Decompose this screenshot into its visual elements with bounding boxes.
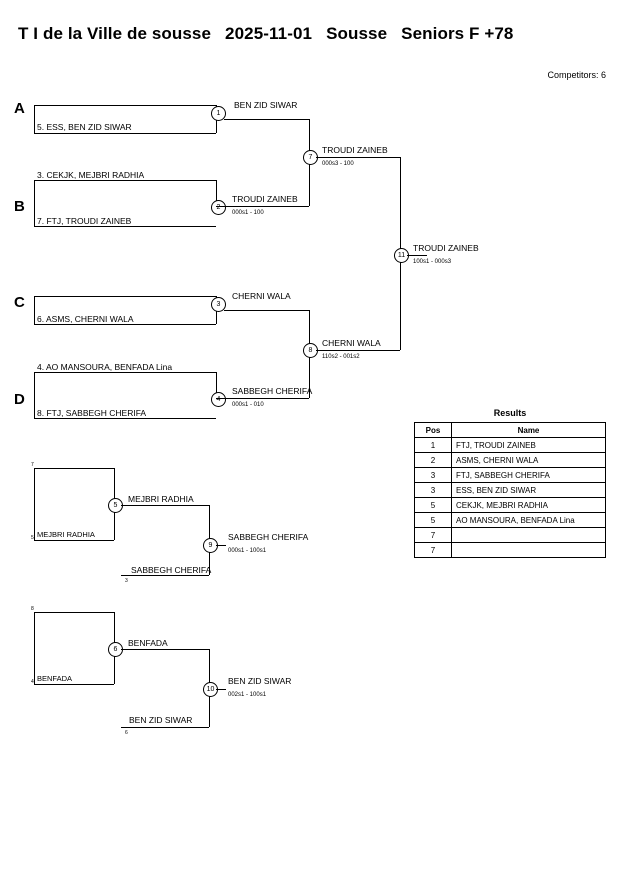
- line-r6-bottom: [34, 684, 114, 685]
- line-m9-out: [216, 545, 226, 546]
- match-node-1: 1: [211, 106, 226, 121]
- table-row: [415, 483, 606, 498]
- entry-d1: 4. AO MANSOURA, BENFADA Lina: [37, 362, 173, 372]
- table-row: [415, 468, 606, 483]
- line-r5-left: [34, 468, 35, 540]
- result-pos: 7: [415, 528, 452, 543]
- line-m4-out: [216, 398, 309, 399]
- result-name: FTJ, SABBEGH CHERIFA: [452, 468, 606, 483]
- match-node-5: 5: [108, 498, 123, 513]
- match-8-score: 110s2 - 001s2: [322, 354, 360, 360]
- line-d-left: [34, 372, 35, 418]
- results-col-pos: Pos: [415, 423, 452, 438]
- repechage-entry-6: BENFADA: [37, 674, 73, 683]
- result-pos: 5: [415, 498, 452, 513]
- line-m8-out: [316, 350, 400, 351]
- result-pos: 3: [415, 468, 452, 483]
- line-m10-out: [216, 689, 226, 690]
- line-m7-out: [316, 157, 400, 158]
- match-10-winner: BEN ZID SIWAR: [228, 676, 292, 686]
- result-pos: 7: [415, 543, 452, 558]
- competitors-count: Competitors: 6: [547, 70, 606, 80]
- match-8-winner: CHERNI WALA: [322, 338, 381, 348]
- table-row: [415, 543, 606, 558]
- group-label-a: A: [14, 100, 25, 117]
- result-pos: 2: [415, 453, 452, 468]
- line-m2-out: [224, 206, 309, 207]
- match-2-score: 000s1 - 100: [232, 210, 264, 216]
- result-name: AO MANSOURA, BENFADA Lina: [452, 513, 606, 528]
- repechage-entry-10: BEN ZID SIWAR: [129, 715, 193, 725]
- page-title: [18, 24, 527, 44]
- match-node-11: 11: [394, 248, 409, 263]
- tournament-date: 2025-11-01: [225, 24, 313, 43]
- match-node-8: 8: [303, 343, 318, 358]
- result-pos: 3: [415, 483, 452, 498]
- match-7-score: 000s3 - 100: [322, 161, 354, 167]
- table-row: [415, 498, 606, 513]
- table-row: [415, 513, 606, 528]
- line-d-top: [34, 372, 216, 373]
- line-m1-out: [224, 119, 309, 120]
- match-node-6: 6: [108, 642, 123, 657]
- line-m6-out: [121, 649, 209, 650]
- repechage-entry-5: MEJBRI RADHIA: [37, 530, 95, 539]
- line-b-top: [34, 180, 216, 181]
- match-3-winner: CHERNI WALA: [232, 291, 291, 301]
- line-r5-bottom: [34, 540, 114, 541]
- table-row: [415, 438, 606, 453]
- result-name: ASMS, CHERNI WALA: [452, 453, 606, 468]
- result-name: FTJ, TROUDI ZAINEB: [452, 438, 606, 453]
- bracket-page: T I de la Ville de sousse 2025-11-01 Sousse Seniors F +78 Competitors: 6 A B C D 5. ESS, BEN ZID SIWAR 1 BEN ZID SIWAR 3. CEKJK, MEJBRI RADHIA 7. FTJ, TROUDI ZAINEB 2 TROUDI ZAINEB 000s1 - 100 7 TROUDI ZAINEB 000s3 - 100 6. ASMS, CHERNI WALA 3 CHERNI WALA 4. AO MANSOURA, BENFADA Lina 8. FTJ, SABBEGH CHERIFA 4 SABBEGH CHERIFA 000s1 - 010 8 CHERNI WALA 110s2 - 001s2 11 TROUDI ZAINEB 100s1 - 000s3 7 5 MEJBRI RADHIA 5 MEJBRI RADHIA 3 SABBEGH CHERIFA 9 SABBEGH CHERIFA 000s1 - 100s1 8 4 BENFADA 6 BENFADA 6 BEN ZID SIWAR 10 BEN ZID SIWAR 002s1 - 100s1 Results Pos Name 1 FTJ, TROUDI ZAINEB 2 ASMS, CHERNI WALA 3 FTJ, SABBEGH CHERIFA 3 ESS, BEN ZID SIWAR 5 CEKJK, MEJBRI RADHIA 5 AO MANSOURA, BENFADA Lina 7 7: [14, 24, 606, 736]
- table-row: [415, 528, 606, 543]
- line-m5-out: [121, 505, 209, 506]
- line-b-bottom: [34, 226, 216, 227]
- line-d-bottom: [34, 418, 216, 419]
- match-10-score: 002s1 - 100s1: [228, 692, 267, 698]
- result-name: [452, 543, 606, 558]
- results-header-row: [415, 423, 606, 438]
- line-a-left: [34, 105, 35, 133]
- entry-b2: 7. FTJ, TROUDI ZAINEB: [37, 216, 132, 226]
- line-r5-top: [34, 468, 114, 469]
- line-r6-top: [34, 612, 114, 613]
- match-5-winner: MEJBRI RADHIA: [128, 494, 194, 504]
- match-6-winner: BENFADA: [128, 638, 168, 648]
- line-r9-bottom: [121, 575, 209, 576]
- line-c-left: [34, 296, 35, 324]
- match-7-winner: TROUDI ZAINEB: [322, 145, 388, 155]
- entry-d2: 8. FTJ, SABBEGH CHERIFA: [37, 408, 147, 418]
- line-c-bottom: [34, 324, 216, 325]
- line-a-bottom: [34, 133, 216, 134]
- match-node-4: 4: [211, 392, 226, 407]
- match-node-10: 10: [203, 682, 218, 697]
- entry-c1: 6. ASMS, CHERNI WALA: [37, 314, 134, 324]
- results-col-name: Name: [452, 423, 606, 438]
- result-name: [452, 528, 606, 543]
- line-b-left: [34, 180, 35, 226]
- results-table: [414, 422, 606, 558]
- tournament-city: Sousse: [326, 24, 388, 43]
- line-m3-out: [224, 310, 309, 311]
- match-node-3: 3: [211, 297, 226, 312]
- result-pos: 5: [415, 513, 452, 528]
- tournament-category: Seniors F +78: [401, 24, 514, 43]
- match-node-2: 2: [211, 200, 226, 215]
- result-pos: 1: [415, 438, 452, 453]
- line-c-top: [34, 296, 216, 297]
- line-m2-stub: [216, 206, 224, 207]
- group-label-d: D: [14, 391, 25, 408]
- match-2-winner: TROUDI ZAINEB: [232, 194, 298, 204]
- match-9-winner: SABBEGH CHERIFA: [228, 532, 309, 542]
- line-r10-bottom: [121, 727, 209, 728]
- match-9-score: 000s1 - 100s1: [228, 548, 267, 554]
- results-title: Results: [493, 408, 527, 418]
- match-4-score: 000s1 - 010: [232, 402, 264, 408]
- match-11-score: 100s1 - 000s3: [413, 259, 452, 265]
- match-11-winner: TROUDI ZAINEB: [413, 243, 479, 253]
- line-a-top: [34, 105, 216, 106]
- result-name: CEKJK, MEJBRI RADHIA: [452, 498, 606, 513]
- match-node-7: 7: [303, 150, 318, 165]
- tournament-name: T I de la Ville de sousse: [18, 24, 212, 43]
- group-label-b: B: [14, 198, 25, 215]
- entry-b1: 3. CEKJK, MEJBRI RADHIA: [37, 170, 145, 180]
- line-r6-left: [34, 612, 35, 684]
- results-panel: [414, 408, 606, 558]
- match-node-9: 9: [203, 538, 218, 553]
- result-name: ESS, BEN ZID SIWAR: [452, 483, 606, 498]
- group-label-c: C: [14, 294, 25, 311]
- line-m11-out: [407, 255, 427, 256]
- match-1-winner: BEN ZID SIWAR: [234, 100, 298, 110]
- repechage-entry-9: SABBEGH CHERIFA: [131, 565, 212, 575]
- match-4-winner: SABBEGH CHERIFA: [232, 386, 313, 396]
- entry-a1: 5. ESS, BEN ZID SIWAR: [37, 122, 132, 132]
- table-row: [415, 453, 606, 468]
